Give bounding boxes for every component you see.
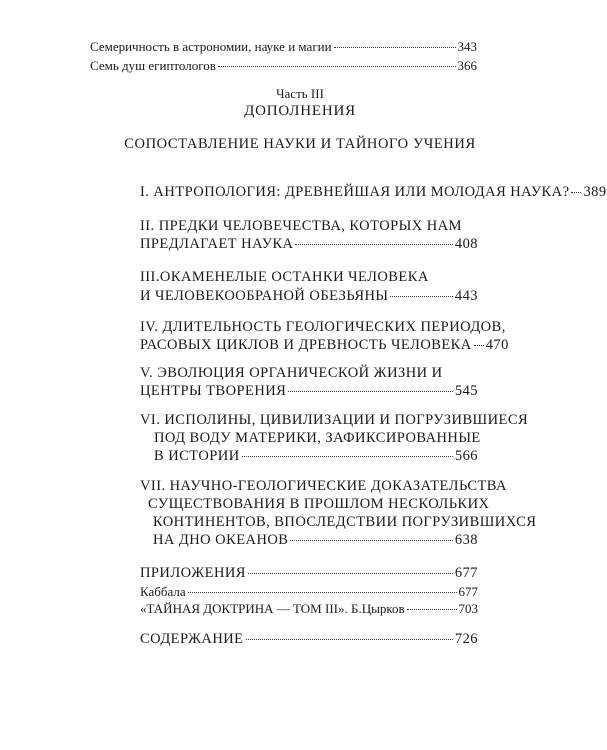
chapter-entry[interactable] [140, 289, 478, 304]
chapter-title: И ЧЕЛОВЕКООБРАНОЙ ОБЕЗЬЯНЫ [140, 288, 389, 304]
appendix-title: ПРИЛОЖЕНИЯ [140, 565, 246, 581]
dot-leader [242, 456, 453, 457]
appendix-item[interactable] [140, 602, 478, 615]
chapter-title: НА ДНО ОКЕАНОВ [153, 532, 289, 548]
chapter-title-line: ПОД ВОДУ МАТЕРИКИ, ЗАФИКСИРОВАННЫЕ [154, 430, 481, 446]
chapter-title-line: III.ОКАМЕНЕЛЫЕ ОСТАНКИ ЧЕЛОВЕКА [140, 269, 429, 285]
appendix-item-title: «ТАЙНАЯ ДОКТРИНА — ТОМ III». Б.Цырков [140, 601, 405, 616]
chapter-title: I. АНТРОПОЛОГИЯ: ДРЕВНЕЙШАЯ ИЛИ МОЛОДАЯ НАУКА? [140, 184, 570, 200]
dot-leader [295, 244, 452, 245]
contents-entry[interactable] [140, 632, 478, 647]
chapter-title-line: СУЩЕСТВОВАНИЯ В ПРОШЛОМ НЕСКОЛЬКИХ [148, 496, 490, 512]
entry-page: 343 [457, 39, 477, 54]
chapter-page: 566 [454, 448, 478, 464]
chapter-title-line: IV. ДЛИТЕЛЬНОСТЬ ГЕОЛОГИЧЕСКИХ ПЕРИОДОВ, [140, 319, 506, 335]
contents-title: СОДЕРЖАНИЕ [140, 631, 244, 647]
appendix-page: 677 [454, 565, 478, 581]
chapter-title-line: II. ПРЕДКИ ЧЕЛОВЕЧЕСТВА, КОТОРЫХ НАМ [140, 218, 462, 234]
chapter-page: 470 [485, 337, 509, 353]
chapter-title-line: КОНТИНЕНТОВ, ВПОСЛЕДСТВИИ ПОГРУЗИВШИХСЯ [153, 514, 537, 530]
appendix-item-page: 703 [458, 601, 478, 616]
chapter-entry[interactable] [153, 533, 478, 548]
dot-leader [290, 540, 452, 541]
entry-page: 366 [457, 58, 477, 73]
chapter-entry[interactable] [140, 384, 478, 399]
dot-leader [407, 609, 457, 610]
chapter-title-line: VI. ИСПОЛИНЫ, ЦИВИЛИЗАЦИИ И ПОГРУЗИВШИЕСЯ [140, 412, 529, 428]
entry-title: Семь душ египтологов [90, 58, 216, 73]
chapter-page: 443 [454, 288, 478, 304]
dot-leader [246, 639, 453, 640]
part-title: ДОПОЛНЕНИЯ [244, 103, 356, 119]
chapter-title-line: VII. НАУЧНО-ГЕОЛОГИЧЕСКИЕ ДОКАЗАТЕЛЬСТВА [140, 478, 507, 494]
chapter-page: 408 [454, 236, 478, 252]
appendix-entry[interactable] [140, 566, 478, 581]
appendix-item-title: Каббала [140, 584, 186, 599]
dot-leader [474, 345, 484, 346]
chapter-title: ПРЕДЛАГАЕТ НАУКА [140, 236, 294, 252]
chapter-entry[interactable] [140, 337, 509, 353]
chapter-page: 545 [454, 383, 478, 399]
dot-leader [188, 592, 457, 593]
chapter-entry[interactable] [154, 449, 478, 464]
dot-leader [218, 66, 456, 67]
chapter-title-line: V. ЭВОЛЮЦИЯ ОРГАНИЧЕСКОЙ ЖИЗНИ И [140, 365, 443, 381]
chapter-entry[interactable] [140, 237, 478, 252]
chapter-page: 389 [583, 184, 607, 200]
chapter-entry[interactable] [140, 184, 607, 200]
dot-leader [571, 192, 581, 193]
toc-entry[interactable] [90, 59, 477, 72]
appendix-item[interactable] [140, 585, 478, 598]
chapter-title: ЦЕНТРЫ ТВОРЕНИЯ [140, 383, 287, 399]
entry-title: Семеричность в астрономии, науке и магии [90, 39, 332, 54]
appendix-item-page: 677 [458, 584, 478, 599]
dot-leader [248, 573, 453, 574]
part-subtitle: СОПОСТАВЛЕНИЕ НАУКИ И ТАЙНОГО УЧЕНИЯ [124, 136, 476, 152]
dot-leader [288, 391, 453, 392]
toc-entry[interactable] [90, 40, 477, 53]
dot-leader [390, 296, 452, 297]
dot-leader [334, 47, 456, 48]
part-label: Часть III [276, 86, 324, 101]
chapter-title: В ИСТОРИИ [154, 448, 240, 464]
chapter-page: 638 [454, 532, 478, 548]
chapter-title: РАСОВЫХ ЦИКЛОВ И ДРЕВНОСТЬ ЧЕЛОВЕКА [140, 337, 472, 353]
contents-page: 726 [454, 631, 478, 647]
